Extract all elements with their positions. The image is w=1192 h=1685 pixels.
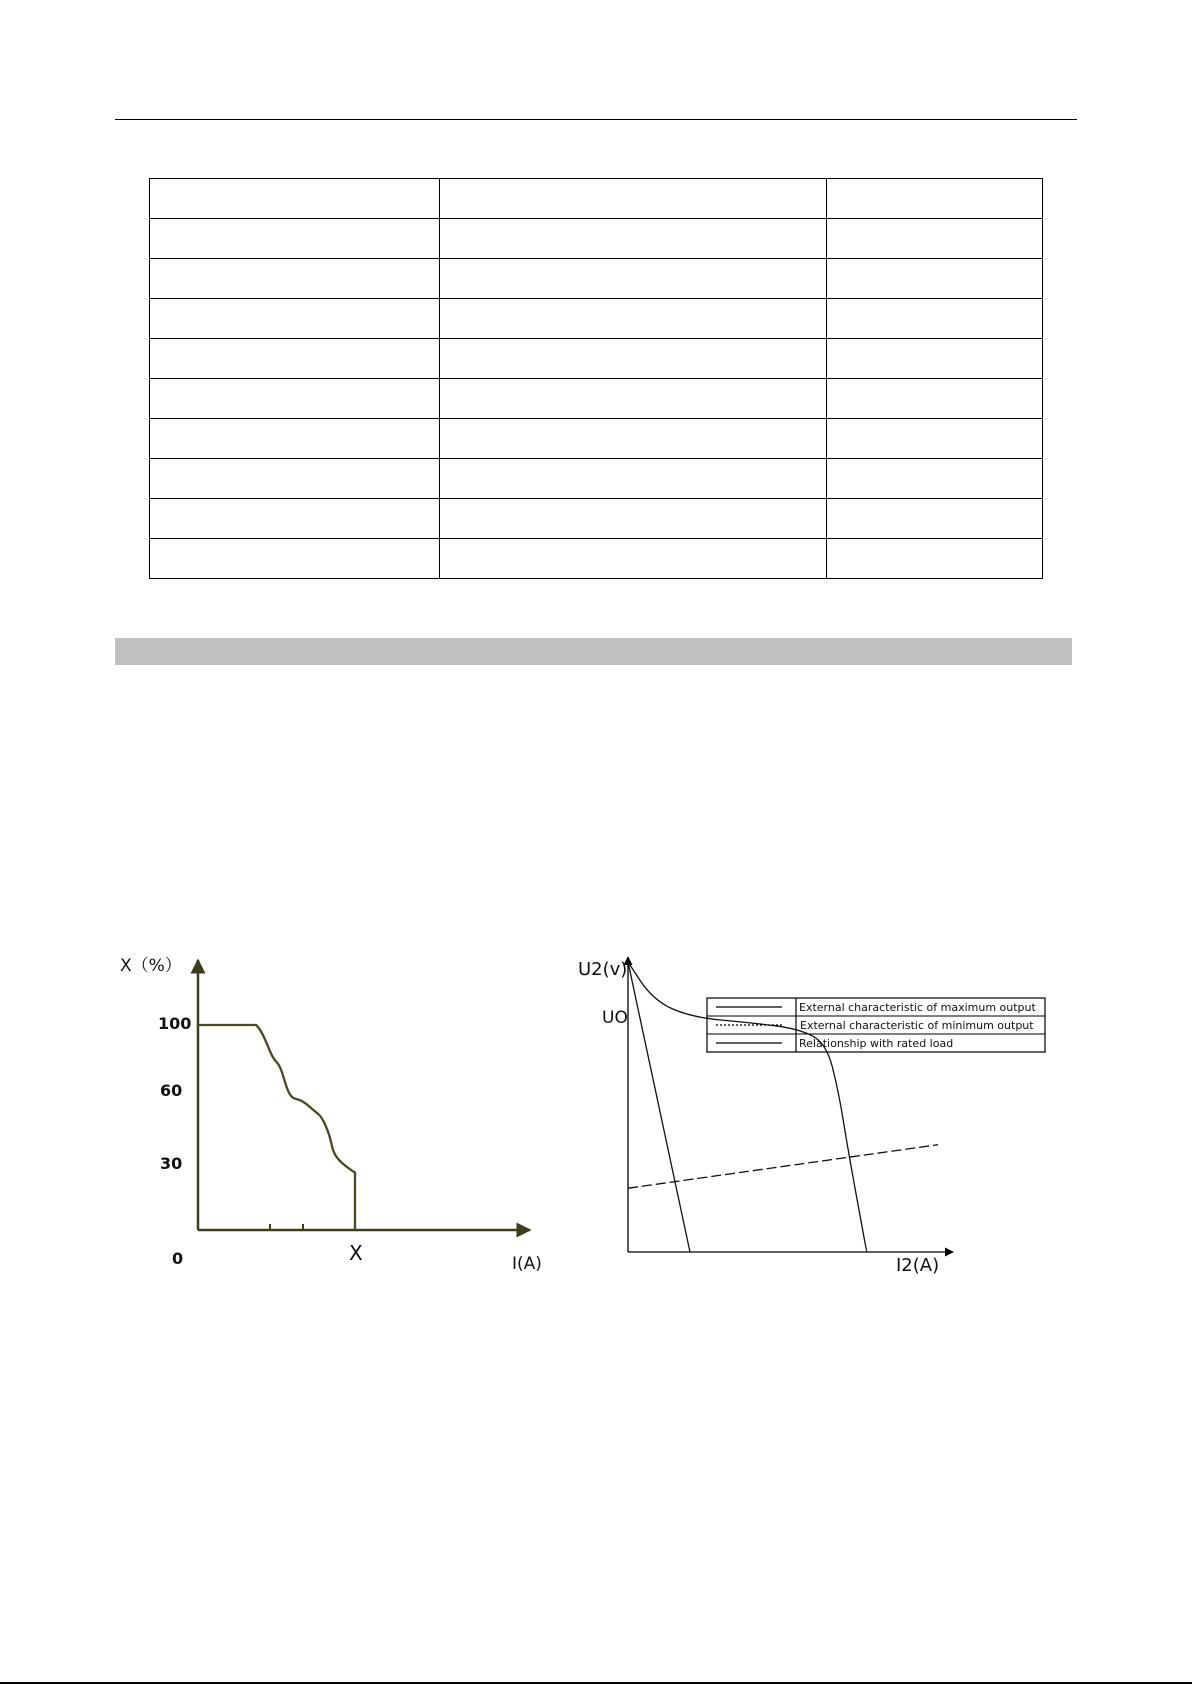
table-cell (827, 219, 1043, 259)
table-row (150, 339, 1043, 379)
y-tick-label: 60 (160, 1081, 183, 1100)
table-cell (440, 179, 827, 219)
table-cell (440, 299, 827, 339)
table-row (150, 419, 1043, 459)
table-row (150, 379, 1043, 419)
table-cell (440, 539, 827, 579)
duty-cycle-chart (110, 945, 560, 1285)
table-row (150, 539, 1043, 579)
table-cell (150, 339, 440, 379)
min-output-curve (628, 962, 690, 1252)
table-cell (440, 259, 827, 299)
y-tick-label: 100 (158, 1014, 192, 1033)
table-cell (827, 299, 1043, 339)
table-cell (440, 499, 827, 539)
y-axis-label: X（%） (120, 956, 182, 976)
header-rule (115, 119, 1077, 120)
spec-table (149, 178, 1043, 579)
legend-entry: External characteristic of minimum output (800, 1019, 1034, 1032)
chart-legend (707, 998, 1045, 1052)
table-row (150, 499, 1043, 539)
x-tick-label: X (349, 1241, 363, 1265)
table-cell (827, 459, 1043, 499)
table-cell (150, 299, 440, 339)
table-cell (827, 499, 1043, 539)
table-row (150, 459, 1043, 499)
table-row (150, 219, 1043, 259)
x-axis-label: I2(A) (896, 1255, 940, 1276)
table-cell (150, 219, 440, 259)
table-row (150, 179, 1043, 219)
y-axis-label: U2(v) (578, 959, 628, 980)
external-characteristic-chart (570, 945, 1060, 1285)
table-cell (440, 219, 827, 259)
table-cell (440, 339, 827, 379)
rated-load-line (628, 1145, 938, 1189)
section-heading-band (115, 638, 1072, 665)
table-cell (827, 379, 1043, 419)
duty-cycle-curve (198, 1025, 355, 1230)
table-cell (827, 259, 1043, 299)
table-row (150, 299, 1043, 339)
legend-entry: External characteristic of maximum output (799, 1001, 1036, 1014)
table-cell (440, 379, 827, 419)
table-cell (827, 539, 1043, 579)
table-cell (440, 459, 827, 499)
table-cell (150, 179, 440, 219)
origin-label: 0 (172, 1249, 184, 1268)
table-cell (827, 419, 1043, 459)
y-tick-label: UO (602, 1008, 628, 1028)
table-cell (150, 419, 440, 459)
y-tick-label: 30 (160, 1154, 183, 1173)
footer-rule (0, 1682, 1192, 1684)
table-cell (827, 339, 1043, 379)
table-cell (150, 459, 440, 499)
table-cell (150, 499, 440, 539)
legend-entry: Relationship with rated load (799, 1037, 954, 1050)
table-cell (440, 419, 827, 459)
table-row (150, 259, 1043, 299)
table-cell (827, 179, 1043, 219)
table-cell (150, 379, 440, 419)
table-cell (150, 259, 440, 299)
x-axis-label: I(A) (512, 1254, 542, 1274)
table-cell (150, 539, 440, 579)
